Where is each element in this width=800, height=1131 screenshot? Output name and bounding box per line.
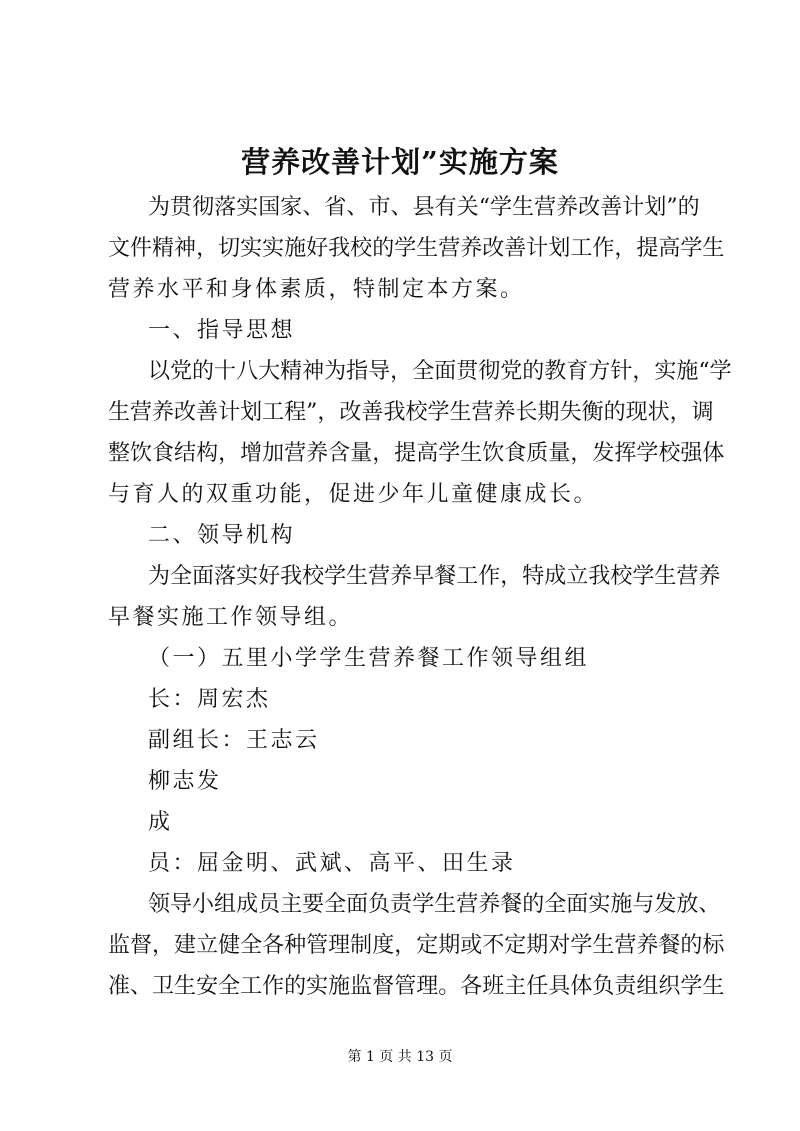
text-char: 体 <box>702 441 725 466</box>
text-char: 营 <box>284 441 307 466</box>
text-char: 贯 <box>170 195 193 220</box>
text-char: 面 <box>192 564 215 589</box>
text-char: 县 <box>412 195 435 220</box>
text-char: 省 <box>324 195 347 220</box>
text-char: 不 <box>482 933 505 958</box>
text-char: “ <box>698 359 710 384</box>
text-char: 生 <box>416 236 439 261</box>
text-char: 指 <box>346 359 369 384</box>
text-char: ， <box>196 236 219 261</box>
text-char: 为 <box>148 564 171 589</box>
text-char: 失 <box>559 400 582 425</box>
text-char: 准 <box>108 974 131 999</box>
text-char: 现 <box>625 400 648 425</box>
text-char: 养 <box>306 441 329 466</box>
text-char: 神 <box>174 236 197 261</box>
text-char: 管 <box>306 933 329 958</box>
text-char: 责 <box>390 892 413 917</box>
section-heading-1: 一、指导思想 <box>148 318 296 343</box>
text-char: 划 <box>644 195 667 220</box>
body-line-8: 与育人的双重功能，促进少年儿童健康成长。 <box>108 482 599 507</box>
text-char: ， <box>218 441 241 466</box>
text-char: 好 <box>306 236 329 261</box>
text-char: 的 <box>284 974 307 999</box>
text-char: 市 <box>368 195 391 220</box>
text-char: 量 <box>350 441 373 466</box>
text-char: 织 <box>658 974 681 999</box>
text-char: 主 <box>504 974 527 999</box>
text-char: 学 <box>438 441 461 466</box>
text-char: 量 <box>548 441 571 466</box>
text-char: 落 <box>214 564 237 589</box>
text-char: ， <box>614 236 637 261</box>
text-char: 加 <box>262 441 285 466</box>
section-heading-2: 二、领导机构 <box>148 523 296 548</box>
text-char: 施 <box>284 236 307 261</box>
text-char: 面 <box>566 892 589 917</box>
text-char: 八 <box>236 359 259 384</box>
text-char: 主 <box>280 892 303 917</box>
text-char: 学 <box>636 441 659 466</box>
text-char: 神 <box>302 359 325 384</box>
document-title: 营养改善计划”实施方案 <box>241 145 559 179</box>
text-char: ， <box>372 441 395 466</box>
text-char: 饮 <box>482 441 505 466</box>
text-char: 学 <box>632 564 655 589</box>
text-char: 立 <box>566 564 589 589</box>
text-char: 各 <box>262 933 285 958</box>
text-char: ， <box>152 933 175 958</box>
text-char: 面 <box>346 892 369 917</box>
text-char: 监 <box>350 974 373 999</box>
body-line-7 <box>108 439 725 469</box>
text-char: 全 <box>218 974 241 999</box>
text-char: 的 <box>192 359 215 384</box>
text-char: 养 <box>698 564 721 589</box>
text-char: 生 <box>702 974 725 999</box>
text-char: 发 <box>654 892 677 917</box>
text-char: 作 <box>262 974 285 999</box>
text-char: 善 <box>361 400 384 425</box>
body-line-11: 早餐实施工作领导组。 <box>108 605 354 630</box>
text-char: 建 <box>174 933 197 958</box>
text-char: 责 <box>614 974 637 999</box>
text-char: 改 <box>339 400 362 425</box>
text-char: 计 <box>218 400 241 425</box>
text-char: 关 <box>456 195 479 220</box>
text-char: 程 <box>284 400 307 425</box>
text-char: 以 <box>148 359 171 384</box>
text-char: 方 <box>588 359 611 384</box>
text-char: 生 <box>449 400 472 425</box>
text-char: 期 <box>438 933 461 958</box>
text-char: 餐 <box>500 892 523 917</box>
text-char: 养 <box>493 400 516 425</box>
text-char: 与 <box>632 892 655 917</box>
text-char: 工 <box>262 400 285 425</box>
text-char: 施 <box>676 359 699 384</box>
text-char: 全 <box>544 892 567 917</box>
text-char: ， <box>394 933 417 958</box>
text-char: 养 <box>556 195 579 220</box>
text-char: 的 <box>522 892 545 917</box>
text-char: 校 <box>302 564 325 589</box>
text-char: 、 <box>390 195 413 220</box>
text-char: 增 <box>240 441 263 466</box>
text-char: 的 <box>677 195 700 220</box>
members-label: 成 <box>148 810 173 835</box>
text-char: 精 <box>280 359 303 384</box>
text-char: 学 <box>570 933 593 958</box>
text-char: 员 <box>258 892 281 917</box>
text-char: 生 <box>460 441 483 466</box>
text-char: 工 <box>456 564 479 589</box>
text-char: 负 <box>592 974 615 999</box>
text-char: 生 <box>346 564 369 589</box>
text-char: 计 <box>622 195 645 220</box>
text-char: 组 <box>636 974 659 999</box>
text-char: 营 <box>456 892 479 917</box>
text-char: 为 <box>148 195 171 220</box>
text-char: 、 <box>698 892 721 917</box>
text-char: 餐 <box>434 564 457 589</box>
text-char: 教 <box>544 359 567 384</box>
text-char: 质 <box>526 441 549 466</box>
text-char: 提 <box>394 441 417 466</box>
text-char: 校 <box>405 400 428 425</box>
text-char: 文 <box>108 236 131 261</box>
text-char: 为 <box>324 359 347 384</box>
text-char: 强 <box>680 441 703 466</box>
group-leader: 长：周宏杰 <box>148 687 271 712</box>
text-char: 党 <box>500 359 523 384</box>
text-char: 校 <box>658 441 681 466</box>
text-char: 有 <box>434 195 457 220</box>
body-line-18 <box>148 890 721 920</box>
text-char: 面 <box>434 359 457 384</box>
text-char: 家 <box>280 195 303 220</box>
text-char: 国 <box>258 195 281 220</box>
text-char: 调 <box>691 400 714 425</box>
text-char: ， <box>632 359 655 384</box>
text-char: 的 <box>522 359 545 384</box>
text-char: 状 <box>647 400 670 425</box>
text-char: 度 <box>372 933 395 958</box>
text-char: 好 <box>258 564 281 589</box>
body-line-5 <box>148 357 732 387</box>
text-char: 作 <box>478 564 501 589</box>
text-char: 结 <box>174 441 197 466</box>
text-char: 种 <box>284 933 307 958</box>
text-char: 校 <box>610 564 633 589</box>
text-char: 工 <box>570 236 593 261</box>
text-char: 贯 <box>456 359 479 384</box>
body-line-3: 营养水平和身体素质，特制定本方案。 <box>108 277 525 302</box>
text-char: 理 <box>328 933 351 958</box>
text-char: 构 <box>196 441 219 466</box>
text-char: 监 <box>108 933 131 958</box>
text-char: 作 <box>592 236 615 261</box>
text-char: 具 <box>548 974 571 999</box>
text-char: 的 <box>680 933 703 958</box>
text-char: 成 <box>544 564 567 589</box>
text-char: 健 <box>218 933 241 958</box>
text-char: 要 <box>302 892 325 917</box>
text-char: 养 <box>152 400 175 425</box>
text-char: 对 <box>548 933 571 958</box>
text-char: 学 <box>412 892 435 917</box>
text-char: 学 <box>709 359 732 384</box>
text-char: 高 <box>416 441 439 466</box>
text-char: 彻 <box>478 359 501 384</box>
text-char: 负 <box>368 892 391 917</box>
text-char: 营 <box>534 195 557 220</box>
text-char: 善 <box>196 400 219 425</box>
text-char: 学 <box>394 236 417 261</box>
text-char: 我 <box>328 236 351 261</box>
text-char: 生 <box>592 933 615 958</box>
text-char: 、 <box>346 195 369 220</box>
text-char: 、 <box>302 195 325 220</box>
text-char: 改 <box>482 236 505 261</box>
text-char: 养 <box>478 892 501 917</box>
text-char: 施 <box>610 892 633 917</box>
text-char: 的 <box>603 400 626 425</box>
text-char: 衡 <box>581 400 604 425</box>
text-char: 我 <box>383 400 406 425</box>
text-char: 任 <box>526 974 549 999</box>
text-char: 生 <box>654 564 677 589</box>
text-char: 改 <box>578 195 601 220</box>
text-char: 全 <box>324 892 347 917</box>
text-char: ” <box>306 400 318 425</box>
text-char: 学 <box>324 564 347 589</box>
text-char: 食 <box>504 441 527 466</box>
text-char: 的 <box>372 236 395 261</box>
text-char: 生 <box>174 974 197 999</box>
text-char: 养 <box>390 564 413 589</box>
text-char: 学 <box>680 974 703 999</box>
text-char: 党 <box>170 359 193 384</box>
text-char: 生 <box>702 236 725 261</box>
text-char: 校 <box>350 236 373 261</box>
body-line-19 <box>108 931 725 961</box>
text-char: 组 <box>214 892 237 917</box>
text-char: 划 <box>548 236 571 261</box>
text-char: 营 <box>368 564 391 589</box>
text-char: 安 <box>196 974 219 999</box>
text-char: 实 <box>306 974 329 999</box>
text-char: 督 <box>372 974 395 999</box>
text-char: 我 <box>280 564 303 589</box>
text-char: 工 <box>240 974 263 999</box>
text-char: ， <box>500 564 523 589</box>
text-char: 生 <box>434 892 457 917</box>
text-char: 餐 <box>658 933 681 958</box>
text-char: 制 <box>350 933 373 958</box>
text-char: 十 <box>214 359 237 384</box>
text-char: 实 <box>262 236 285 261</box>
text-char: 实 <box>240 236 263 261</box>
text-char: 长 <box>515 400 538 425</box>
text-char: 食 <box>152 441 175 466</box>
body-line-6 <box>108 398 714 428</box>
text-char: 期 <box>526 933 549 958</box>
text-char: 学 <box>427 400 450 425</box>
text-char: 件 <box>130 236 153 261</box>
text-char: 学 <box>680 236 703 261</box>
sub-heading-group: （一）五里小学学生营养餐工作领导组组 <box>148 646 590 671</box>
text-char: ” <box>666 195 678 220</box>
text-char: 营 <box>438 236 461 261</box>
text-char: ， <box>317 400 340 425</box>
text-char: 彻 <box>192 195 215 220</box>
text-char: 生 <box>512 195 535 220</box>
text-char: 养 <box>460 236 483 261</box>
text-char: 含 <box>328 441 351 466</box>
text-char: 立 <box>196 933 219 958</box>
text-char: 导 <box>368 359 391 384</box>
text-char: 各 <box>460 974 483 999</box>
text-char: 全 <box>412 359 435 384</box>
text-char: 小 <box>192 892 215 917</box>
body-line-2 <box>108 234 725 264</box>
text-char: ， <box>570 441 593 466</box>
text-char: 提 <box>636 236 659 261</box>
text-char: 体 <box>570 974 593 999</box>
text-char: 营 <box>676 564 699 589</box>
members-list: 员：屈金明、武斌、高平、田生录 <box>148 851 516 876</box>
text-char: 。 <box>438 974 461 999</box>
body-line-10 <box>148 562 721 592</box>
text-char: 养 <box>636 933 659 958</box>
text-char: 实 <box>236 195 259 220</box>
text-char: 发 <box>592 441 615 466</box>
text-char: 实 <box>236 564 259 589</box>
deputy-leader: 副组长：王志云 <box>148 728 320 753</box>
text-char: 切 <box>218 236 241 261</box>
text-char: 学 <box>489 195 512 220</box>
text-char: 改 <box>174 400 197 425</box>
text-char: 早 <box>412 564 435 589</box>
text-char: 营 <box>471 400 494 425</box>
text-char: 特 <box>522 564 545 589</box>
text-char: 针 <box>610 359 633 384</box>
text-char: 我 <box>588 564 611 589</box>
deputy-leader-2: 柳志发 <box>148 769 222 794</box>
text-char: 施 <box>328 974 351 999</box>
text-char: 领 <box>148 892 171 917</box>
text-char: 督 <box>130 933 153 958</box>
body-line-1 <box>148 193 700 223</box>
text-char: 导 <box>170 892 193 917</box>
text-char: 落 <box>214 195 237 220</box>
text-char: 成 <box>236 892 259 917</box>
text-char: 整 <box>108 441 131 466</box>
text-char: 卫 <box>152 974 175 999</box>
text-char: 大 <box>258 359 281 384</box>
text-char: 计 <box>526 236 549 261</box>
text-char: 定 <box>416 933 439 958</box>
text-char: 挥 <box>614 441 637 466</box>
text-char: 善 <box>504 236 527 261</box>
text-char: 理 <box>416 974 439 999</box>
text-char: 、 <box>130 974 153 999</box>
text-char: 营 <box>614 933 637 958</box>
text-char: 定 <box>504 933 527 958</box>
text-char: 善 <box>600 195 623 220</box>
text-char: 高 <box>658 236 681 261</box>
text-char: 放 <box>676 892 699 917</box>
page-footer: 第 1 页 共 13 页 <box>347 1049 453 1065</box>
text-char: 全 <box>240 933 263 958</box>
text-char: 育 <box>566 359 589 384</box>
text-char: 营 <box>130 400 153 425</box>
text-char: 全 <box>170 564 193 589</box>
text-char: 管 <box>394 974 417 999</box>
text-char: 实 <box>654 359 677 384</box>
text-char: ， <box>669 400 692 425</box>
text-char: 班 <box>482 974 505 999</box>
text-char: ， <box>390 359 413 384</box>
text-char: 精 <box>152 236 175 261</box>
text-char: 期 <box>537 400 560 425</box>
text-char: “ <box>478 195 490 220</box>
body-line-20 <box>108 972 725 1002</box>
text-char: 生 <box>108 400 131 425</box>
text-char: 或 <box>460 933 483 958</box>
text-char: 标 <box>702 933 725 958</box>
text-char: 饮 <box>130 441 153 466</box>
text-char: 实 <box>588 892 611 917</box>
text-char: 划 <box>240 400 263 425</box>
